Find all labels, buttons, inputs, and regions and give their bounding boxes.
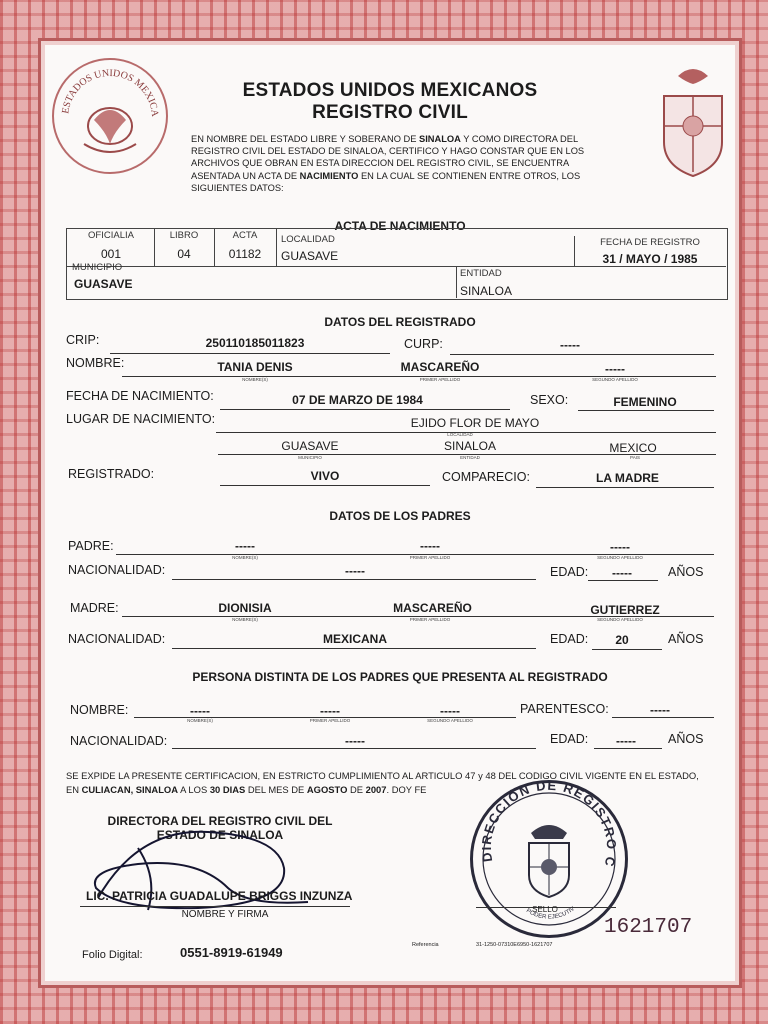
national-seal-icon xyxy=(52,58,168,174)
registrado-section-title: DATOS DEL REGISTRADO xyxy=(324,315,476,329)
otra-persona-section-title: PERSONA DISTINTA DE LOS PADRES QUE PRESENTA AL REGISTRADO xyxy=(192,670,608,684)
folio-label: Folio Digital: xyxy=(82,949,143,961)
entidad-label: ENTIDAD xyxy=(460,268,502,279)
oficialia-value: 001 xyxy=(100,247,122,261)
parentesco-label: PARENTESCO: xyxy=(520,702,609,716)
madre-edad-value: 20 xyxy=(615,633,629,647)
madre-segundo-value: GUTIERREZ xyxy=(590,603,660,617)
municipio-label: MUNICIPIO xyxy=(72,262,123,273)
sub-pais: PAIS xyxy=(630,455,640,460)
signer-name: LIC. PATRICIA GUADALUPE BRIGGS INZUNZA xyxy=(86,889,353,903)
padre-edad-label: EDAD: xyxy=(550,565,589,579)
madre-sub-segundo: SEGUNDO APELLIDO xyxy=(597,617,643,622)
certification-text: SE EXPIDE LA PRESENTE CERTIFICACION, EN ESTRICTO CUMPLIMIENTO AL ARTICULO 47 y 48 DEL CODIGO CIVIL VIGENTE EN EL ESTADO, EN CULIACAN, SINALOA A LOS 30 DIAS DEL MES DE AGOSTO DE 2007. DOY FE xyxy=(66,770,699,795)
localidad-label: LOCALIDAD xyxy=(281,234,335,245)
padre-sub-segundo: SEGUNDO APELLIDO xyxy=(597,555,643,560)
acta-value: 01182 xyxy=(228,247,262,261)
curp-label: CURP: xyxy=(404,337,443,351)
otra-segundo-value: ----- xyxy=(440,704,460,718)
otra-anos-label: AÑOS xyxy=(668,732,704,746)
crip-value: 250110185011823 xyxy=(205,336,305,350)
padre-nacionalidad-value: ----- xyxy=(345,564,365,578)
lugar-localidad-value: EJIDO FLOR DE MAYO xyxy=(410,416,540,430)
lugar-pais-value: MEXICO xyxy=(609,441,657,455)
nombre-firma-label: NOMBRE Y FIRMA xyxy=(181,909,269,920)
padre-sub-nombre: NOMBRE(S) xyxy=(232,555,258,560)
referencia-value: 31-1250-07310E6950-1621707 xyxy=(476,942,553,948)
padre-sub-primer: PRIMER APELLIDO xyxy=(409,555,451,560)
seal-left-text: ESTADOS UNIDOS MEXICA xyxy=(60,67,161,118)
header-title-registry: REGISTRO CIVIL xyxy=(312,102,468,123)
otra-nombre-value: ----- xyxy=(190,704,210,718)
sinaloa-coat-of-arms-icon xyxy=(658,62,728,180)
madre-nacionalidad-value: MEXICANA xyxy=(322,632,387,646)
official-stamp-icon xyxy=(470,780,628,938)
sexo-value: FEMENINO xyxy=(613,395,677,409)
libro-value: 04 xyxy=(177,247,191,261)
padre-anos-label: AÑOS xyxy=(668,565,704,579)
oficialia-label: OFICIALIA xyxy=(88,230,134,241)
primer-apellido-value: MASCAREÑO xyxy=(400,360,480,374)
padre-nacionalidad-label: NACIONALIDAD: xyxy=(68,563,166,577)
otra-edad-label: EDAD: xyxy=(550,732,589,746)
madre-anos-label: AÑOS xyxy=(668,632,704,646)
acta-label: ACTA xyxy=(232,230,258,241)
municipio-value: GUASAVE xyxy=(74,277,133,291)
stamp-text: DIRECCIÓN DE REGISTRO C xyxy=(478,783,620,870)
fecha-registro-value: 31 / MAYO / 1985 xyxy=(602,252,698,266)
madre-nacionalidad-label: NACIONALIDAD: xyxy=(68,632,166,646)
referencia-label: Referencia xyxy=(412,942,439,948)
sub-entidad: ENTIDAD xyxy=(460,455,480,460)
otra-sub-primer: PRIMER APELLIDO xyxy=(309,718,351,723)
lugar-nacimiento-label: LUGAR DE NACIMIENTO: xyxy=(66,412,216,426)
comparecio-value: LA MADRE xyxy=(596,471,659,485)
signature-icon xyxy=(78,818,318,918)
madre-edad-label: EDAD: xyxy=(550,632,589,646)
nombre-value: TANIA DENIS xyxy=(217,360,293,374)
madre-sub-primer: PRIMER APELLIDO xyxy=(409,617,451,622)
fecha-registro-label: FECHA DE REGISTRO xyxy=(600,237,700,248)
lugar-municipio-value: GUASAVE xyxy=(281,439,339,453)
control-number: 1621707 xyxy=(604,916,693,939)
madre-label: MADRE: xyxy=(70,601,119,615)
acta-section-title: ACTA DE NACIMIENTO xyxy=(334,219,466,233)
sexo-label: SEXO: xyxy=(530,393,569,407)
madre-sub-nombre: NOMBRE(S) xyxy=(232,617,258,622)
registrado-label: REGISTRADO: xyxy=(68,467,155,481)
otra-nombre-label: NOMBRE: xyxy=(70,703,129,717)
padre-nombre-value: ----- xyxy=(235,539,255,553)
padre-primer-value: ----- xyxy=(420,539,440,553)
signer-title: DIRECTORA DEL REGISTRO CIVIL DEL ESTADO DE SINALOA xyxy=(107,814,333,842)
fecha-nacimiento-value: 07 DE MARZO DE 1984 xyxy=(292,393,423,407)
intro-paragraph: EN NOMBRE DEL ESTADO LIBRE Y SOBERANO DE SINALOA Y COMO DIRECTORA DEL REGISTRO CIVIL DEL ESTADO DE SINALOA, CERTIFICO Y HAGO CONSTAR QUE EN LOS ARCHIVOS QUE OBRAN EN ESTA DIRECCION DEL REGISTRO CIVIL, SE ENCUENTRA ASENTADA UN ACTA DE NACIMIENTO EN LA CUAL SE CONTIENEN ENTRE OTROS, LOS SIGUIENTES DATOS: xyxy=(191,134,585,193)
padres-section-title: DATOS DE LOS PADRES xyxy=(329,509,471,523)
sub-nombre: NOMBRE(S) xyxy=(242,377,268,382)
comparecio-label: COMPARECIO: xyxy=(442,470,530,484)
lugar-entidad-value: SINALOA xyxy=(443,439,497,453)
parentesco-value: ----- xyxy=(650,703,670,717)
libro-label: LIBRO xyxy=(169,230,199,241)
sello-label: SELLO xyxy=(532,905,558,914)
curp-value: ----- xyxy=(560,338,580,352)
otra-nacionalidad-label: NACIONALIDAD: xyxy=(70,734,168,748)
stamp-bottom-text: PODER EJECUTIV xyxy=(524,905,577,921)
otra-sub-segundo: SEGUNDO APELLIDO xyxy=(427,718,473,723)
sub-municipio: MUNICIPIO xyxy=(298,455,322,460)
nombre-label: NOMBRE: xyxy=(66,356,125,370)
segundo-apellido-value: ----- xyxy=(605,362,625,376)
fecha-nacimiento-label: FECHA DE NACIMIENTO: xyxy=(66,389,214,403)
svg-text:ESTADOS UNIDOS MEXICANOS xyxy=(54,60,160,118)
localidad-value: GUASAVE xyxy=(281,249,339,263)
folio-value: 0551-8919-61949 xyxy=(180,945,283,960)
sub-segundo-apellido: SEGUNDO APELLIDO xyxy=(592,377,638,382)
sub-primer-apellido: PRIMER APELLIDO xyxy=(419,377,461,382)
padre-segundo-value: ----- xyxy=(610,540,630,554)
otra-nacionalidad-value: ----- xyxy=(345,734,365,748)
otra-primer-value: ----- xyxy=(320,704,340,718)
registrado-value: VIVO xyxy=(310,469,340,483)
madre-primer-value: MASCAREÑO xyxy=(393,601,472,615)
otra-sub-nombre: NOMBRE(S) xyxy=(187,718,213,723)
header-title-country: ESTADOS UNIDOS MEXICANOS xyxy=(242,80,538,101)
madre-nombre-value: DIONISIA xyxy=(218,601,272,615)
otra-edad-value: ----- xyxy=(616,734,636,748)
entidad-value: SINALOA xyxy=(460,284,513,298)
padre-label: PADRE: xyxy=(68,539,114,553)
padre-edad-value: ----- xyxy=(612,566,632,580)
sub-localidad: LOCALIDAD xyxy=(447,432,473,437)
crip-label: CRIP: xyxy=(66,333,100,347)
